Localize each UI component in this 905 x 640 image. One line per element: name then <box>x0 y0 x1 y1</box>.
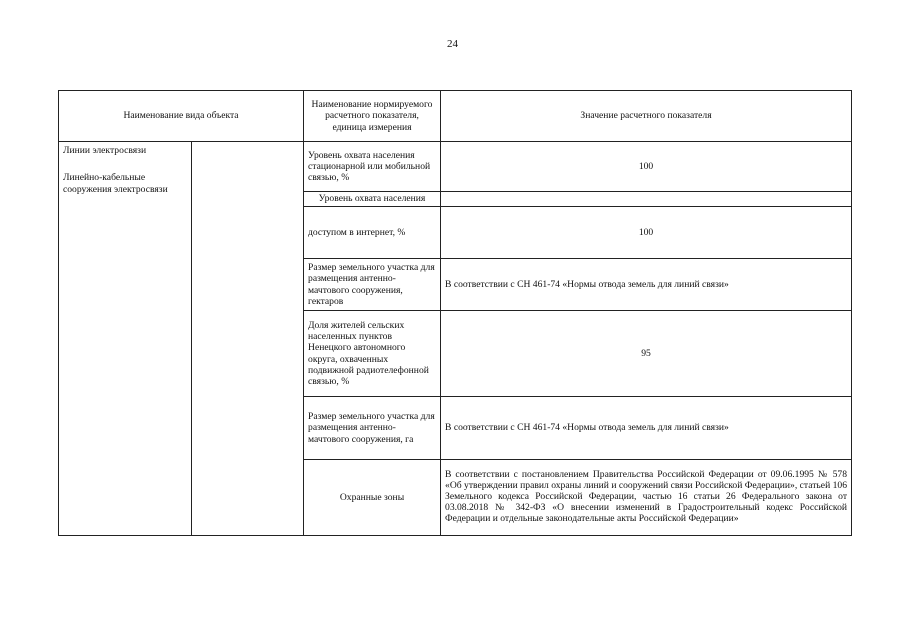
header-object-type: Наименование вида объекта <box>59 91 304 142</box>
object-names-cell <box>59 142 192 536</box>
value-cell: В соответствии с СН 461-74 «Нормы отвода земель для линий связи» <box>441 397 852 460</box>
indicator-cell: Охранные зоны <box>304 460 441 536</box>
value-cell: В соответствии с постановлением Правительства Российской Федерации от 09.06.1995 № 578 «Об утверждении правил охраны линий и сооружений связи Российской Федерации», статьей 106 Земельного кодекса Российской Федерации, частью 16 статьи 26 Федерального закона от 03.08.2018 № 342-ФЗ «О внесении изменений в Градостроительный кодекс Российской Федерации и отдельные законодательные акты Российской Федерации» <box>441 460 852 536</box>
header-value: Значение расчетного показателя <box>441 91 852 142</box>
indicator-cell: Уровень охвата населения <box>304 192 441 207</box>
indicator-cell: Уровень охвата населения стационарной или мобильной связью, % <box>304 142 441 192</box>
value-cell: 95 <box>441 311 852 397</box>
value-cell <box>441 192 852 207</box>
value-cell: В соответствии с СН 461-74 «Нормы отвода земель для линий связи» <box>441 259 852 311</box>
page-number: 24 <box>447 38 458 50</box>
indicator-cell: Размер земельного участка для размещения антенно-мачтового сооружения, гектаров <box>304 259 441 311</box>
header-indicator: Наименование нормируемого расчетного показателя, единица измерения <box>304 91 441 142</box>
table-header-row <box>59 91 852 142</box>
object-name: Линейно-кабельные сооружения электросвязи <box>63 172 168 195</box>
empty-subcolumn-cell <box>192 142 304 536</box>
indicator-cell: доступом в интернет, % <box>304 207 441 259</box>
value-cell: 100 <box>441 207 852 259</box>
value-cell: 100 <box>441 142 852 192</box>
table-row <box>59 142 852 192</box>
normative-indicators-table <box>58 90 852 536</box>
indicator-cell: Размер земельного участка для размещения антенно-мачтового сооружения, га <box>304 397 441 460</box>
object-name: Линии электросвязи <box>63 145 147 156</box>
indicator-cell: Доля жителей сельских населенных пунктов Ненецкого автономного округа, охваченных подвижной радиотелефонной связью, % <box>304 311 441 397</box>
